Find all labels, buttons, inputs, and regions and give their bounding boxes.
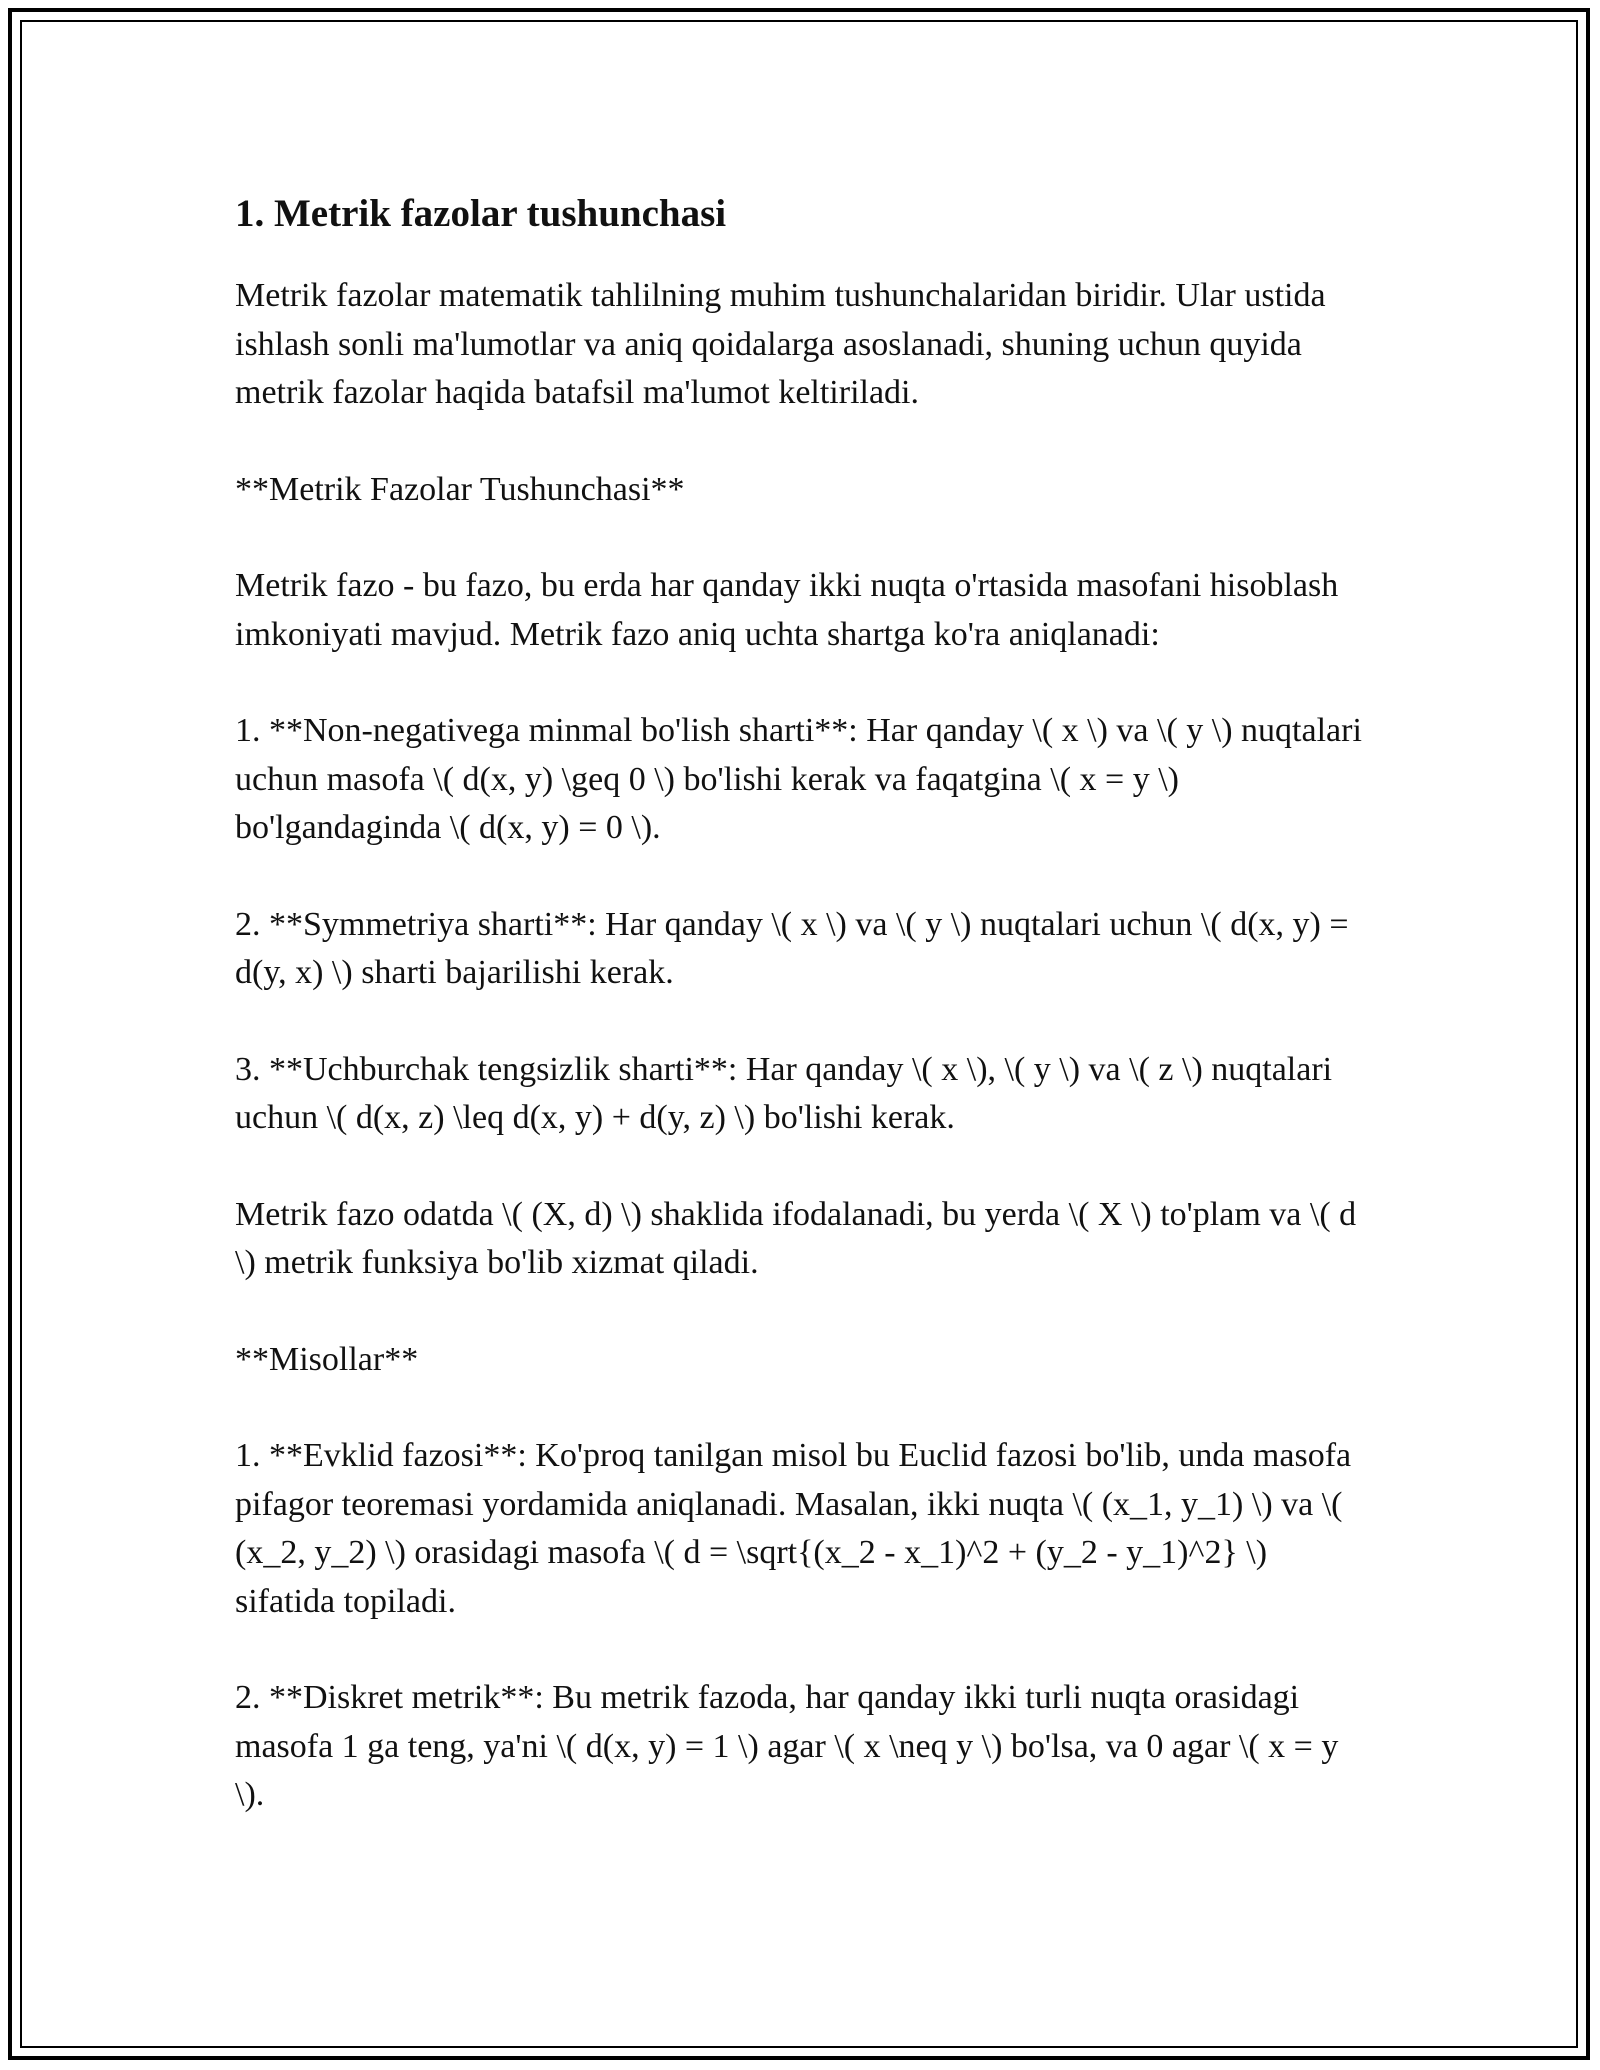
intro-paragraph: Metrik fazolar matematik tahlilning muhim tushunchalaridan biridir. Ular ustida ishlash sonli ma'lumotlar va aniq qoidalarga asoslanadi, shuning uchun quyida metrik fazolar haqida batafsil ma'lumot keltiriladi. xyxy=(235,277,1335,411)
condition-non-negative: 1. **Non-negativega minmal bo'lish sharti**: Har qanday \( x \) va \( y \) nuqtalari uchun masofa \( d(x, y) \geq 0 \) bo'lishi kerak va faqatgina \( x = y \) bo'lgandaginda \( d(x, y) = 0 \). xyxy=(235,712,1371,846)
definition-paragraph: Metrik fazo - bu fazo, bu erda har qanday ikki nuqta o'rtasida masofani hisoblash imkoniyati mavjud. Metrik fazo aniq uchta shartga ko'ra aniqlanadi: xyxy=(235,567,1347,653)
section-heading: 1. Metrik fazolar tushunchasi xyxy=(235,192,727,235)
document-body xyxy=(235,186,1375,1868)
subheading-concept: **Metrik Fazolar Tushunchasi** xyxy=(235,470,685,508)
subheading-examples: **Misollar** xyxy=(235,1340,419,1378)
example-discrete: 2. **Diskret metrik**: Bu metrik fazoda, har qanday ikki turli nuqta orasidagi masofa 1 ga teng, ya'ni \( d(x, y) = 1 \) agar \( x \neq y \) bo'lsa, va 0 agar \( x = y \). xyxy=(235,1679,1347,1813)
condition-symmetry: 2. **Symmetriya sharti**: Har qanday \( x \) va \( y \) nuqtalari uchun \( d(x, y) = d(y, x) \) sharti bajarilishi kerak. xyxy=(235,905,1358,991)
example-euclidean: 1. **Evklid fazosi**: Ko'proq tanilgan misol bu Euclid fazosi bo'lib, unda masofa pifagor teoremasi yordamida aniqlanadi. Masalan, ikki nuqta \( (x_1, y_1) \) va \( (x_2, y_2) \) orasidagi masofa \( d = \sqrt{(x_2 - x_1)^2 + (y_2 - y_1)^2} \) sifatida topiladi. xyxy=(235,1437,1360,1620)
notation-paragraph: Metrik fazo odatda \( (X, d) \) shaklida ifodalanadi, bu yerda \( X \) to'plam va \( d \) metrik funksiya bo'lib xizmat qiladi. xyxy=(235,1195,1365,1281)
condition-triangle-inequality: 3. **Uchburchak tengsizlik sharti**: Har qanday \( x \), \( y \) va \( z \) nuqtalari uchun \( d(x, z) \leq d(x, y) + d(y, z) \) bo'lishi kerak. xyxy=(235,1050,1341,1136)
